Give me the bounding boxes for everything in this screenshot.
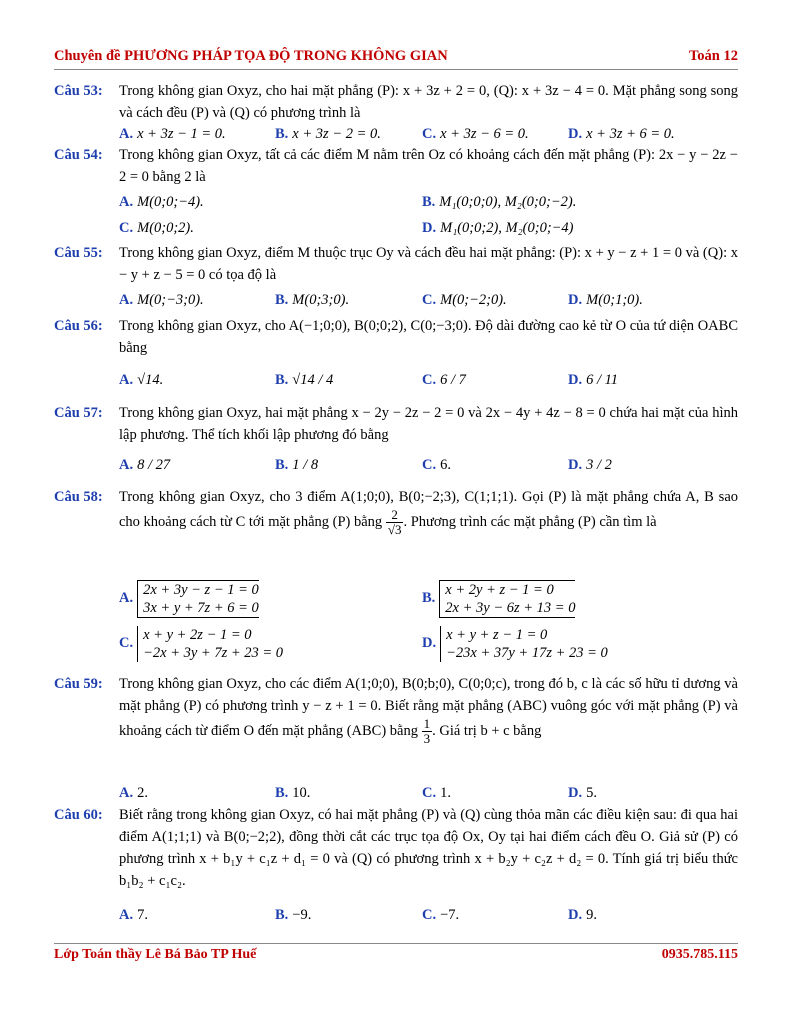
option-a[interactable]: A. x + 3z − 1 = 0. bbox=[119, 126, 226, 142]
question-number: Câu 56: bbox=[54, 318, 103, 334]
option-b[interactable]: B. M₁(0;0;0), M₂(0;0;−2). bbox=[422, 194, 577, 210]
option-c[interactable]: C.x + y + 2z − 1 = 0 −2x + 3y + 7z + 23 = 0 bbox=[119, 627, 284, 661]
question-number: Câu 58: bbox=[54, 489, 103, 505]
option-a[interactable]: A. 8 / 27 bbox=[119, 457, 171, 473]
option-a[interactable]: A.2x + 3y − z − 1 = 0 3x + y + 7z + 6 = 0 bbox=[119, 582, 259, 616]
option-c[interactable]: C. x + 3z − 6 = 0. bbox=[422, 126, 529, 142]
question-53 bbox=[54, 80, 738, 124]
question-54 bbox=[54, 144, 738, 188]
header-divider bbox=[54, 69, 738, 70]
option-d[interactable]: D. 5. bbox=[568, 785, 597, 801]
question-60 bbox=[54, 804, 738, 892]
option-a[interactable]: A. 2. bbox=[119, 785, 148, 801]
question-number: Câu 54: bbox=[54, 147, 103, 163]
option-a[interactable]: A. 7. bbox=[119, 907, 148, 923]
page-footer bbox=[54, 947, 738, 963]
question-number: Câu 60: bbox=[54, 807, 103, 823]
question-text: Trong không gian Oxyz, điểm M thuộc trục Oy và cách đều hai mặt phẳng: (P): x + y − z + 1 = 0 và (Q): x − y + z − 5 = 0 có tọa độ là bbox=[119, 245, 738, 283]
option-d[interactable]: D.x + y + z − 1 = 0 −23x + 37y + 17z + 23 = 0 bbox=[422, 627, 608, 661]
question-59 bbox=[54, 673, 738, 746]
page-header bbox=[54, 48, 738, 68]
option-d[interactable]: D. M₁(0;0;2), M₂(0;0;−4) bbox=[422, 220, 574, 236]
question-number: Câu 59: bbox=[54, 676, 103, 692]
option-c[interactable]: C. 1. bbox=[422, 785, 451, 801]
option-b[interactable]: B. √14 / 4 bbox=[275, 372, 334, 388]
option-a[interactable]: A. M(0;−3;0). bbox=[119, 292, 204, 308]
option-a[interactable]: A. M(0;0;−4). bbox=[119, 194, 204, 210]
question-text: Trong không gian Oxyz, cho các điểm A(1;0;0), B(0;b;0), C(0;0;c), trong đó b, c là các số hữu tỉ dương và mặt phẳng (P) có phương trình y − z + 1 = 0. Biết rằng mặt phẳng (ABC) vuông góc với mặt phẳng (P) và khoảng cách từ điểm O đến mặt phẳng (ABC) bằng $\frac{1}{3}$ . Giá trị b + c bằng bbox=[119, 676, 738, 746]
question-57 bbox=[54, 402, 738, 446]
option-c[interactable]: C. M(0;−2;0). bbox=[422, 292, 507, 308]
header-subject: Toán 12 bbox=[688, 48, 738, 64]
option-c[interactable]: C. 6. bbox=[422, 457, 451, 473]
question-56 bbox=[54, 315, 738, 359]
option-d[interactable]: D. 9. bbox=[568, 907, 597, 923]
footer-author: Lớp Toán thầy Lê Bá Bảo TP Huế bbox=[54, 947, 257, 962]
option-b[interactable]: B. 1 / 8 bbox=[275, 457, 319, 473]
option-c[interactable]: C. M(0;0;2). bbox=[119, 220, 194, 236]
option-d[interactable]: D. M(0;1;0). bbox=[568, 292, 643, 308]
option-b[interactable]: B. x + 3z − 2 = 0. bbox=[275, 126, 381, 142]
question-number: Câu 55: bbox=[54, 245, 103, 261]
question-text: Biết rằng trong không gian Oxyz, có hai mặt phẳng (P) và (Q) cùng thỏa mãn các điều kiện sau: đi qua hai điểm A(1;1;1) và B(0;−2;2), đồng thời cắt các trục tọa độ Ox, Oy tại hai điểm cách đều O. Giả sử (P) có phương trình x + b₁y + c₁z + d₁ = 0 và (Q) có phương trình x + b₂y + c₂z + d₂ = 0. Tính giá trị biểu thức b₁b₂ + c₁c₂. bbox=[119, 807, 738, 889]
question-number: Câu 57: bbox=[54, 405, 103, 421]
question-number: Câu 53: bbox=[54, 83, 103, 99]
option-b[interactable]: B.x + 2y + z − 1 = 0 2x + 3y − 6z + 13 = 0 bbox=[422, 582, 576, 616]
question-55 bbox=[54, 242, 738, 286]
header-title: Chuyên đề PHƯƠNG PHÁP TỌA ĐỘ TRONG KHÔNG GIAN bbox=[54, 48, 448, 64]
question-text: Trong không gian Oxyz, tất cả các điểm M nằm trên Oz có khoảng cách đến mặt phẳng (P): 2x − y − 2z − 2 = 0 bằng 2 là bbox=[119, 147, 738, 185]
option-b[interactable]: B. M(0;3;0). bbox=[275, 292, 350, 308]
question-text: Trong không gian Oxyz, cho 3 điểm A(1;0;0), B(0;−2;3), C(1;1;1). Gọi (P) là mặt phẳng chứa A, B sao cho khoảng cách từ C tới mặt phẳng (P) bằng $\frac{2}{√3}$ . Phương trình các mặt phẳng (P) cần tìm là bbox=[119, 489, 738, 537]
option-d[interactable]: D. 3 / 2 bbox=[568, 457, 612, 473]
question-text: Trong không gian Oxyz, cho hai mặt phẳng (P): x + 3z + 2 = 0, (Q): x + 3z − 4 = 0. Mặt phẳng song song và cách đều (P) và (Q) có phương trình là bbox=[119, 83, 738, 121]
option-c[interactable]: C. −7. bbox=[422, 907, 460, 923]
option-b[interactable]: B. −9. bbox=[275, 907, 312, 923]
footer-phone: 0935.785.115 bbox=[661, 947, 738, 962]
option-a[interactable]: A. √14. bbox=[119, 372, 164, 388]
option-b[interactable]: B. 10. bbox=[275, 785, 311, 801]
question-58 bbox=[54, 486, 738, 537]
option-d[interactable]: D. 6 / 11 bbox=[568, 372, 619, 388]
question-text: Trong không gian Oxyz, cho A(−1;0;0), B(0;0;2), C(0;−3;0). Độ dài đường cao kẻ từ O của tứ diện OABC bằng bbox=[119, 318, 738, 356]
question-text: Trong không gian Oxyz, hai mặt phẳng x − 2y − 2z − 2 = 0 và 2x − 4y + 4z − 8 = 0 chứa hai mặt của hình lập phương. Thể tích khối lập phương đó bằng bbox=[119, 405, 738, 443]
fraction: $\frac{2}{√3}$ bbox=[387, 507, 402, 537]
option-d[interactable]: D. x + 3z + 6 = 0. bbox=[568, 126, 675, 142]
fraction: $\frac{1}{3}$ bbox=[423, 716, 431, 746]
option-c[interactable]: C. 6 / 7 bbox=[422, 372, 466, 388]
footer-divider bbox=[54, 943, 738, 944]
